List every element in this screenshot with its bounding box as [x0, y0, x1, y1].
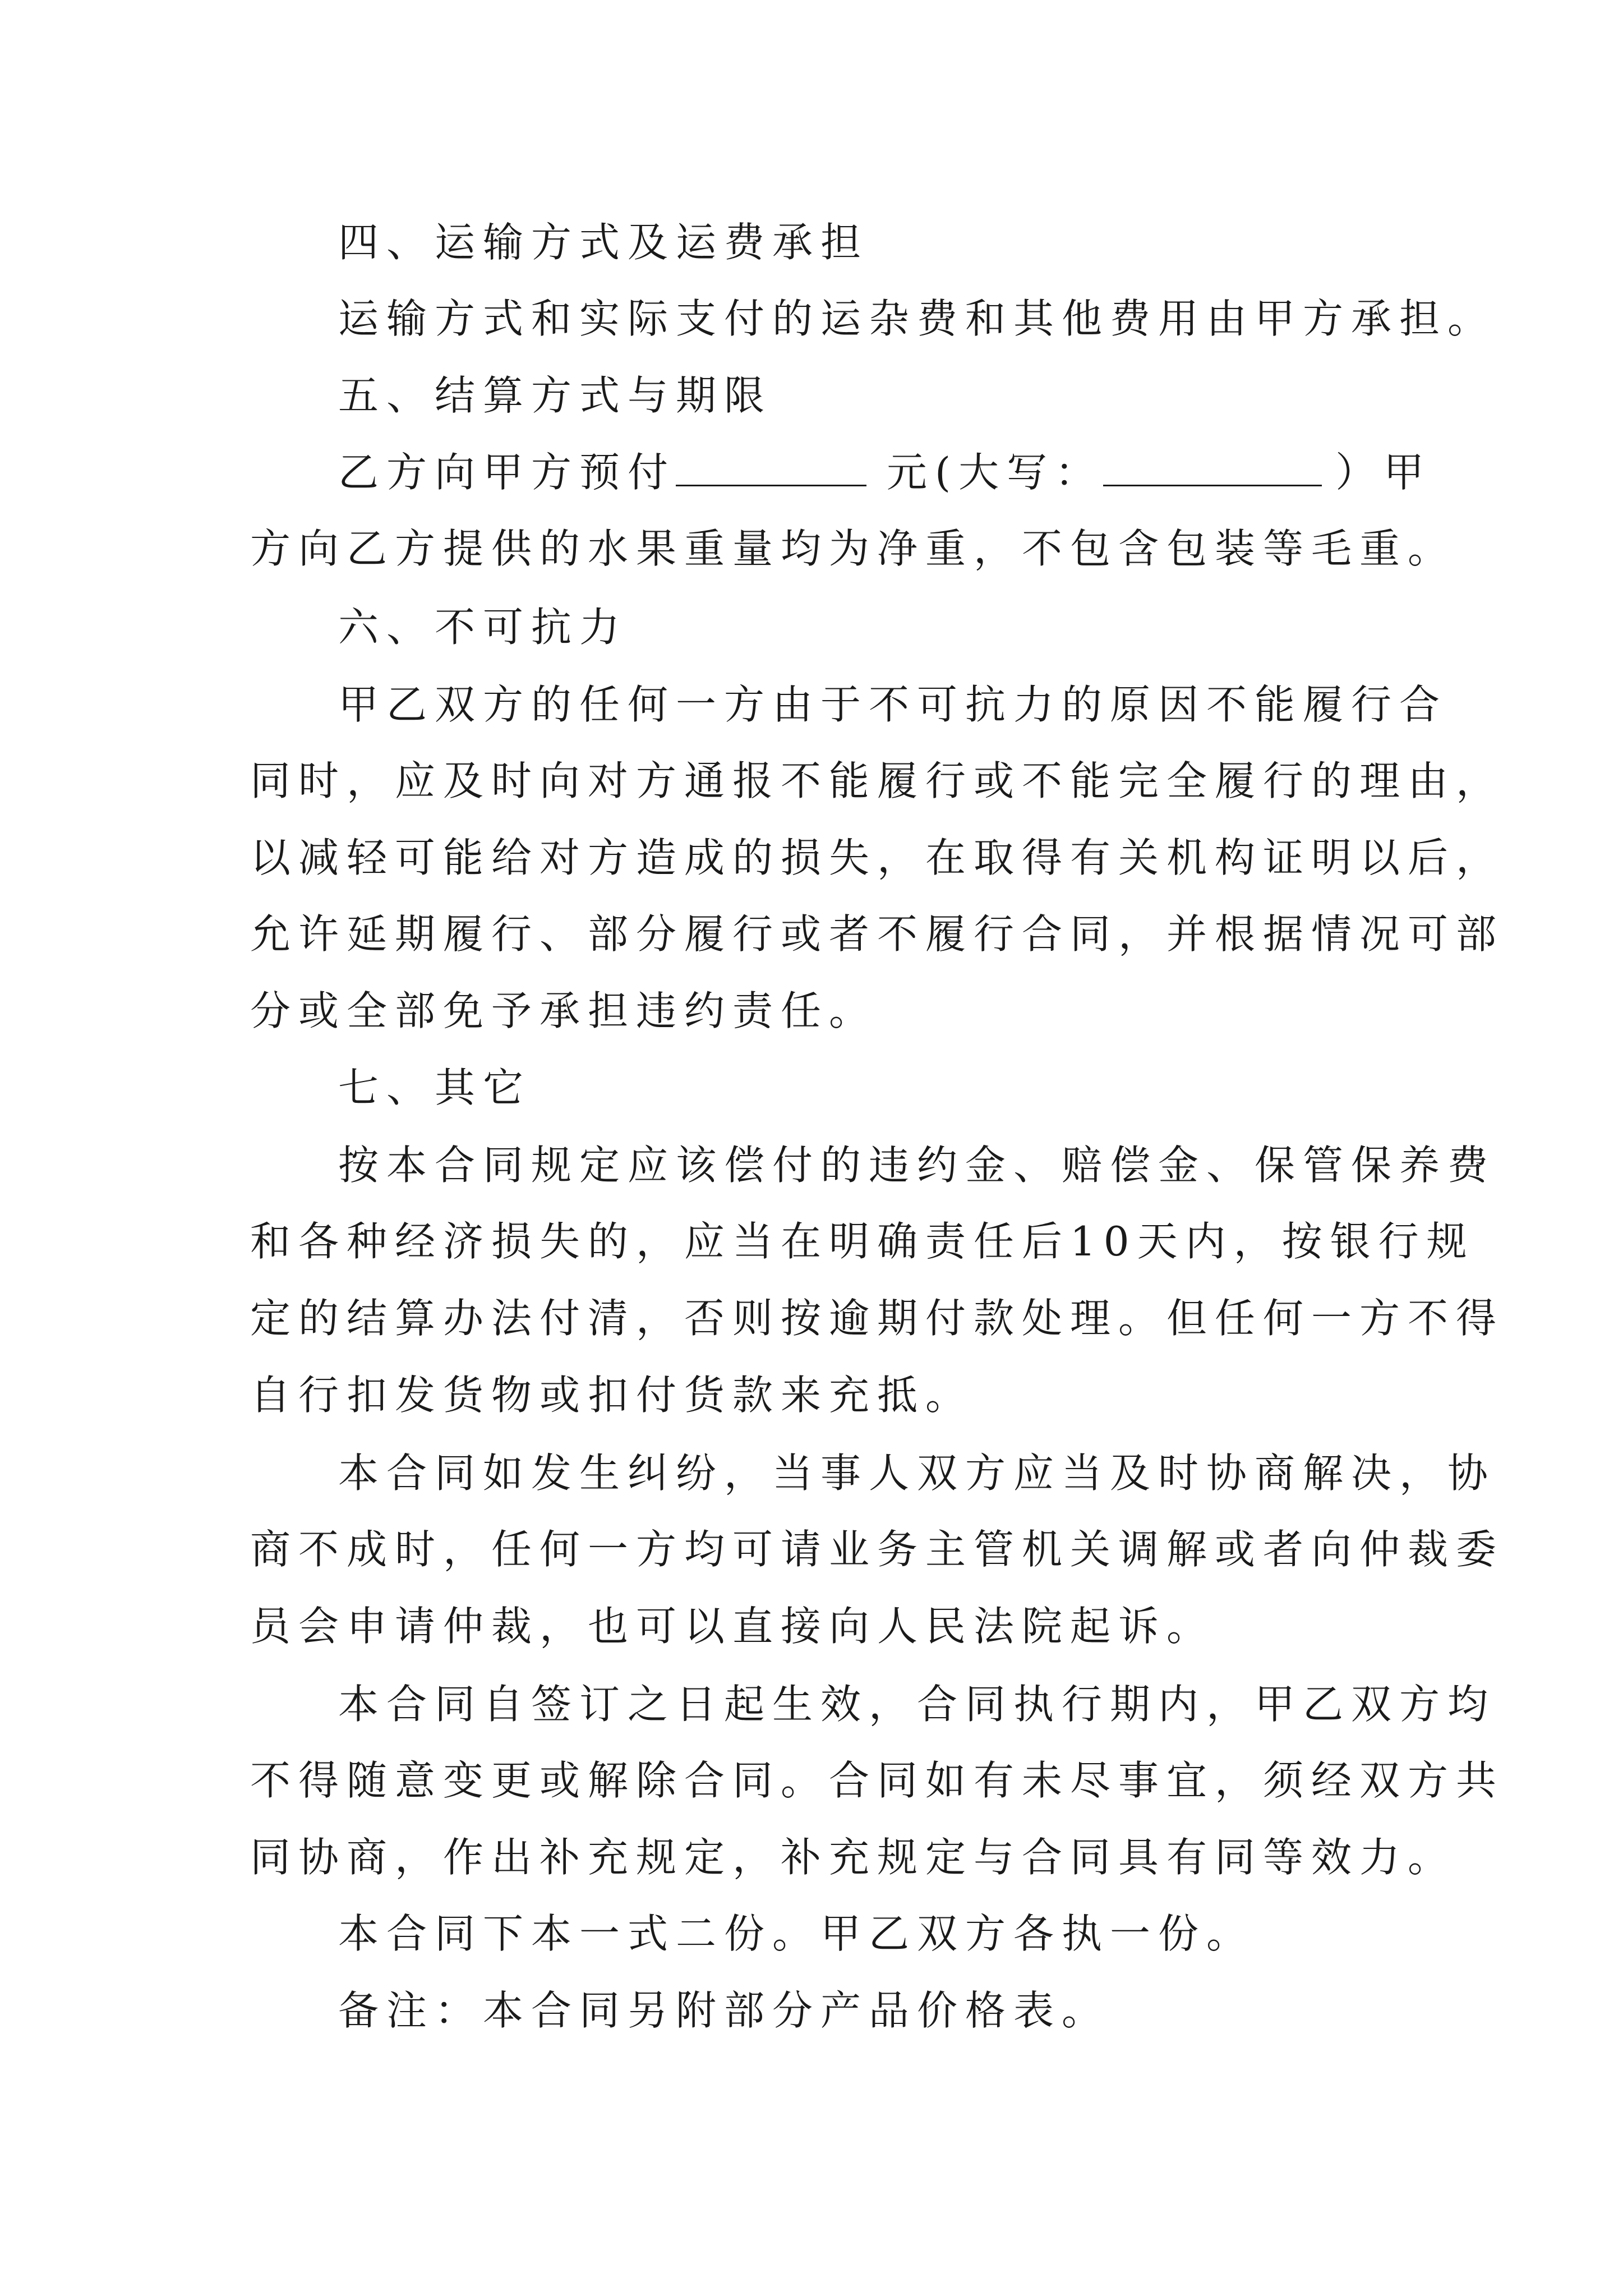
paragraph-line: 员会申请仲裁，也可以直接向人民法院起诉。 — [250, 1603, 1215, 1650]
section-heading-force-majeure: 六、不可抗力 — [338, 604, 628, 651]
paragraph-line: 不得随意变更或解除合同。合同如有未尽事宜，须经双方共 — [250, 1757, 1505, 1804]
prepayment-middle: 元(大写： — [887, 449, 1104, 496]
paragraph-line: 和各种经济损失的，应当在明确责任后10天内，按银行规 — [250, 1218, 1475, 1265]
paragraph-line: 自行扣发货物或扣付货款来充抵。 — [250, 1372, 974, 1419]
section-heading-settlement: 五、结算方式与期限 — [338, 372, 773, 419]
paragraph-line-prepayment — [338, 439, 1432, 506]
section-heading-transport: 四、运输方式及运费承担 — [338, 219, 869, 266]
paragraph-line: 本合同如发生纠纷，当事人双方应当及时协商解决，协 — [338, 1450, 1496, 1497]
amount-blank[interactable] — [676, 450, 866, 486]
amount-in-words-blank[interactable] — [1103, 450, 1322, 486]
paragraph-line: 分或全部免予承担违约责任。 — [250, 987, 878, 1034]
paragraph-line: 同协商，作出补充规定，补充规定与合同具有同等效力。 — [250, 1834, 1456, 1881]
paragraph-line: 允许延期履行、部分履行或者不履行合同，并根据情况可部 — [250, 910, 1505, 958]
paragraph-line: 商不成时，任何一方均可请业务主管机关调解或者向仲裁委 — [250, 1526, 1505, 1573]
paragraph-line: 以减轻可能给对方造成的损失，在取得有关机构证明以后， — [250, 834, 1505, 881]
paragraph-line-copies: 本合同下本一式二份。甲乙双方各执一份。 — [338, 1910, 1255, 1957]
paragraph-line: 运输方式和实际支付的运杂费和其他费用由甲方承担。 — [338, 295, 1496, 342]
prepayment-suffix: ）甲 — [1335, 449, 1432, 496]
prepayment-prefix: 乙方向甲方预付 — [338, 449, 676, 496]
paragraph-line: 同时，应及时向对方通报不能履行或不能完全履行的理由， — [250, 757, 1505, 804]
paragraph-line: 方向乙方提供的水果重量均为净重，不包含包装等毛重。 — [250, 525, 1456, 572]
section-heading-other: 七、其它 — [338, 1064, 532, 1111]
paragraph-line: 甲乙双方的任何一方由于不可抗力的原因不能履行合 — [338, 681, 1448, 728]
paragraph-line-remark: 备注：本合同另附部分产品价格表。 — [338, 1987, 1110, 2034]
paragraph-line: 本合同自签订之日起生效，合同执行期内，甲乙双方均 — [338, 1681, 1496, 1728]
paragraph-line: 定的结算办法付清，否则按逾期付款处理。但任何一方不得 — [250, 1295, 1505, 1342]
paragraph-line: 按本合同规定应该偿付的违约金、赔偿金、保管保养费 — [338, 1142, 1496, 1189]
